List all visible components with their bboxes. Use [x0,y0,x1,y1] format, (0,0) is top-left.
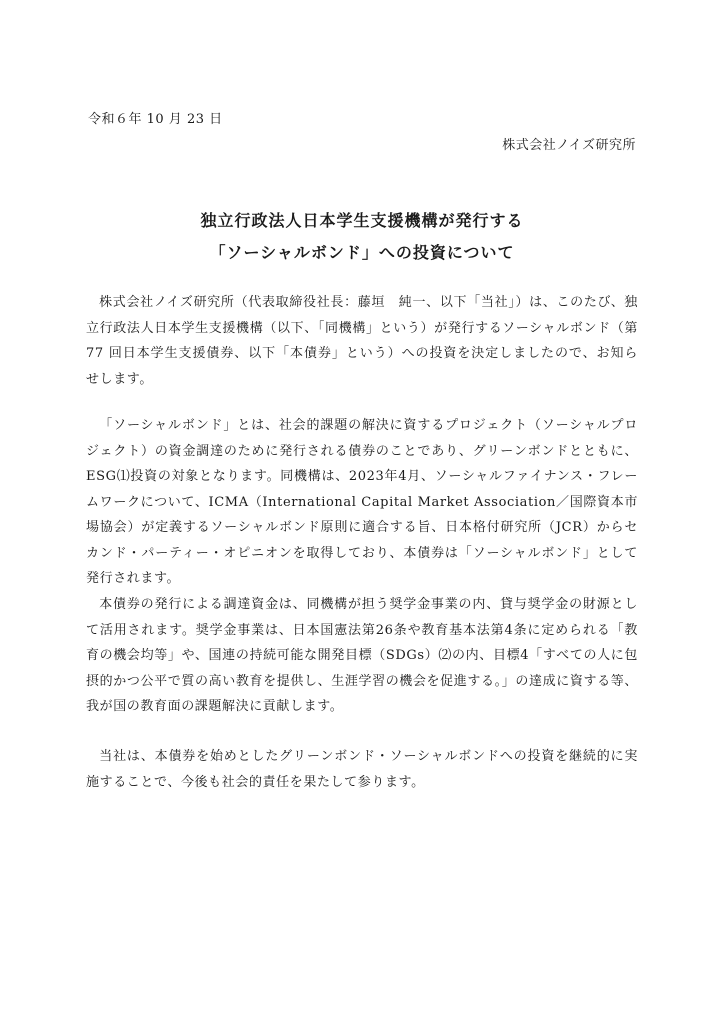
paragraph-text: 「ソーシャルボンド」とは、社会的課題の解決に資するプロジェクト（ソーシャルプロジェクト）の資金調達のために発行される債券のことであり、グリーンボンドとともに、ESG⑴投資の対象となります。同機構は、2023年4月、ソーシャルファイナンス・フレームワークについて、ICMA（International Capital Market Association／国際資本市場協会）が定義するソーシャルボンド原則に適合する旨、日本格付研究所（JCR）からセカンド・パーティー・オピニオンを取得しており、本債券は「ソーシャルボンド」として発行されます。 [86,418,638,586]
paragraph-social-bond-definition [86,413,638,592]
issuer-name: 株式会社ノイズ研究所 [502,138,636,153]
paragraph-text: 当社は、本債券を始めとしたグリーンボンド・ソーシャルボンドへの投資を継続的に実施することで、今後も社会的責任を果たして参ります。 [86,749,638,790]
release-date: 令和６年 10 月 23 日 [88,112,223,127]
paragraph-announcement [86,290,638,392]
paragraph-commitment [86,744,638,795]
paragraph-text: 株式会社ノイズ研究所（代表取締役社長：藤垣 純一、以下「当社」）は、このたび、独立行政法人日本学生支援機構（以下、「同機構」という）が発行するソーシャルボンド（第 77 回日本学生支援債券、以下「本債券」という）への投資を決定しましたので、お知らせします。 [86,295,638,387]
title-line-2: 「ソーシャルボンド」への投資について [209,243,515,262]
paragraph-text: 本債券の発行による調達資金は、同機構が担う奨学金事業の内、貸与奨学金の財源として活用されます。奨学金事業は、日本国憲法第26条や教育基本法第4条に定められる「教育の機会均等」や、国連の持続可能な開発目標（SDGs）⑵の内、目標4「すべての人に包摂的かつ公平で質の高い教育を提供し、生涯学習の機会を促進する。」の達成に資する等、我が国の教育面の課題解決に貢献します。 [86,597,638,714]
paragraph-use-of-proceeds [86,592,638,720]
title-line-1: 独立行政法人日本学生支援機構が発行する [200,211,524,230]
